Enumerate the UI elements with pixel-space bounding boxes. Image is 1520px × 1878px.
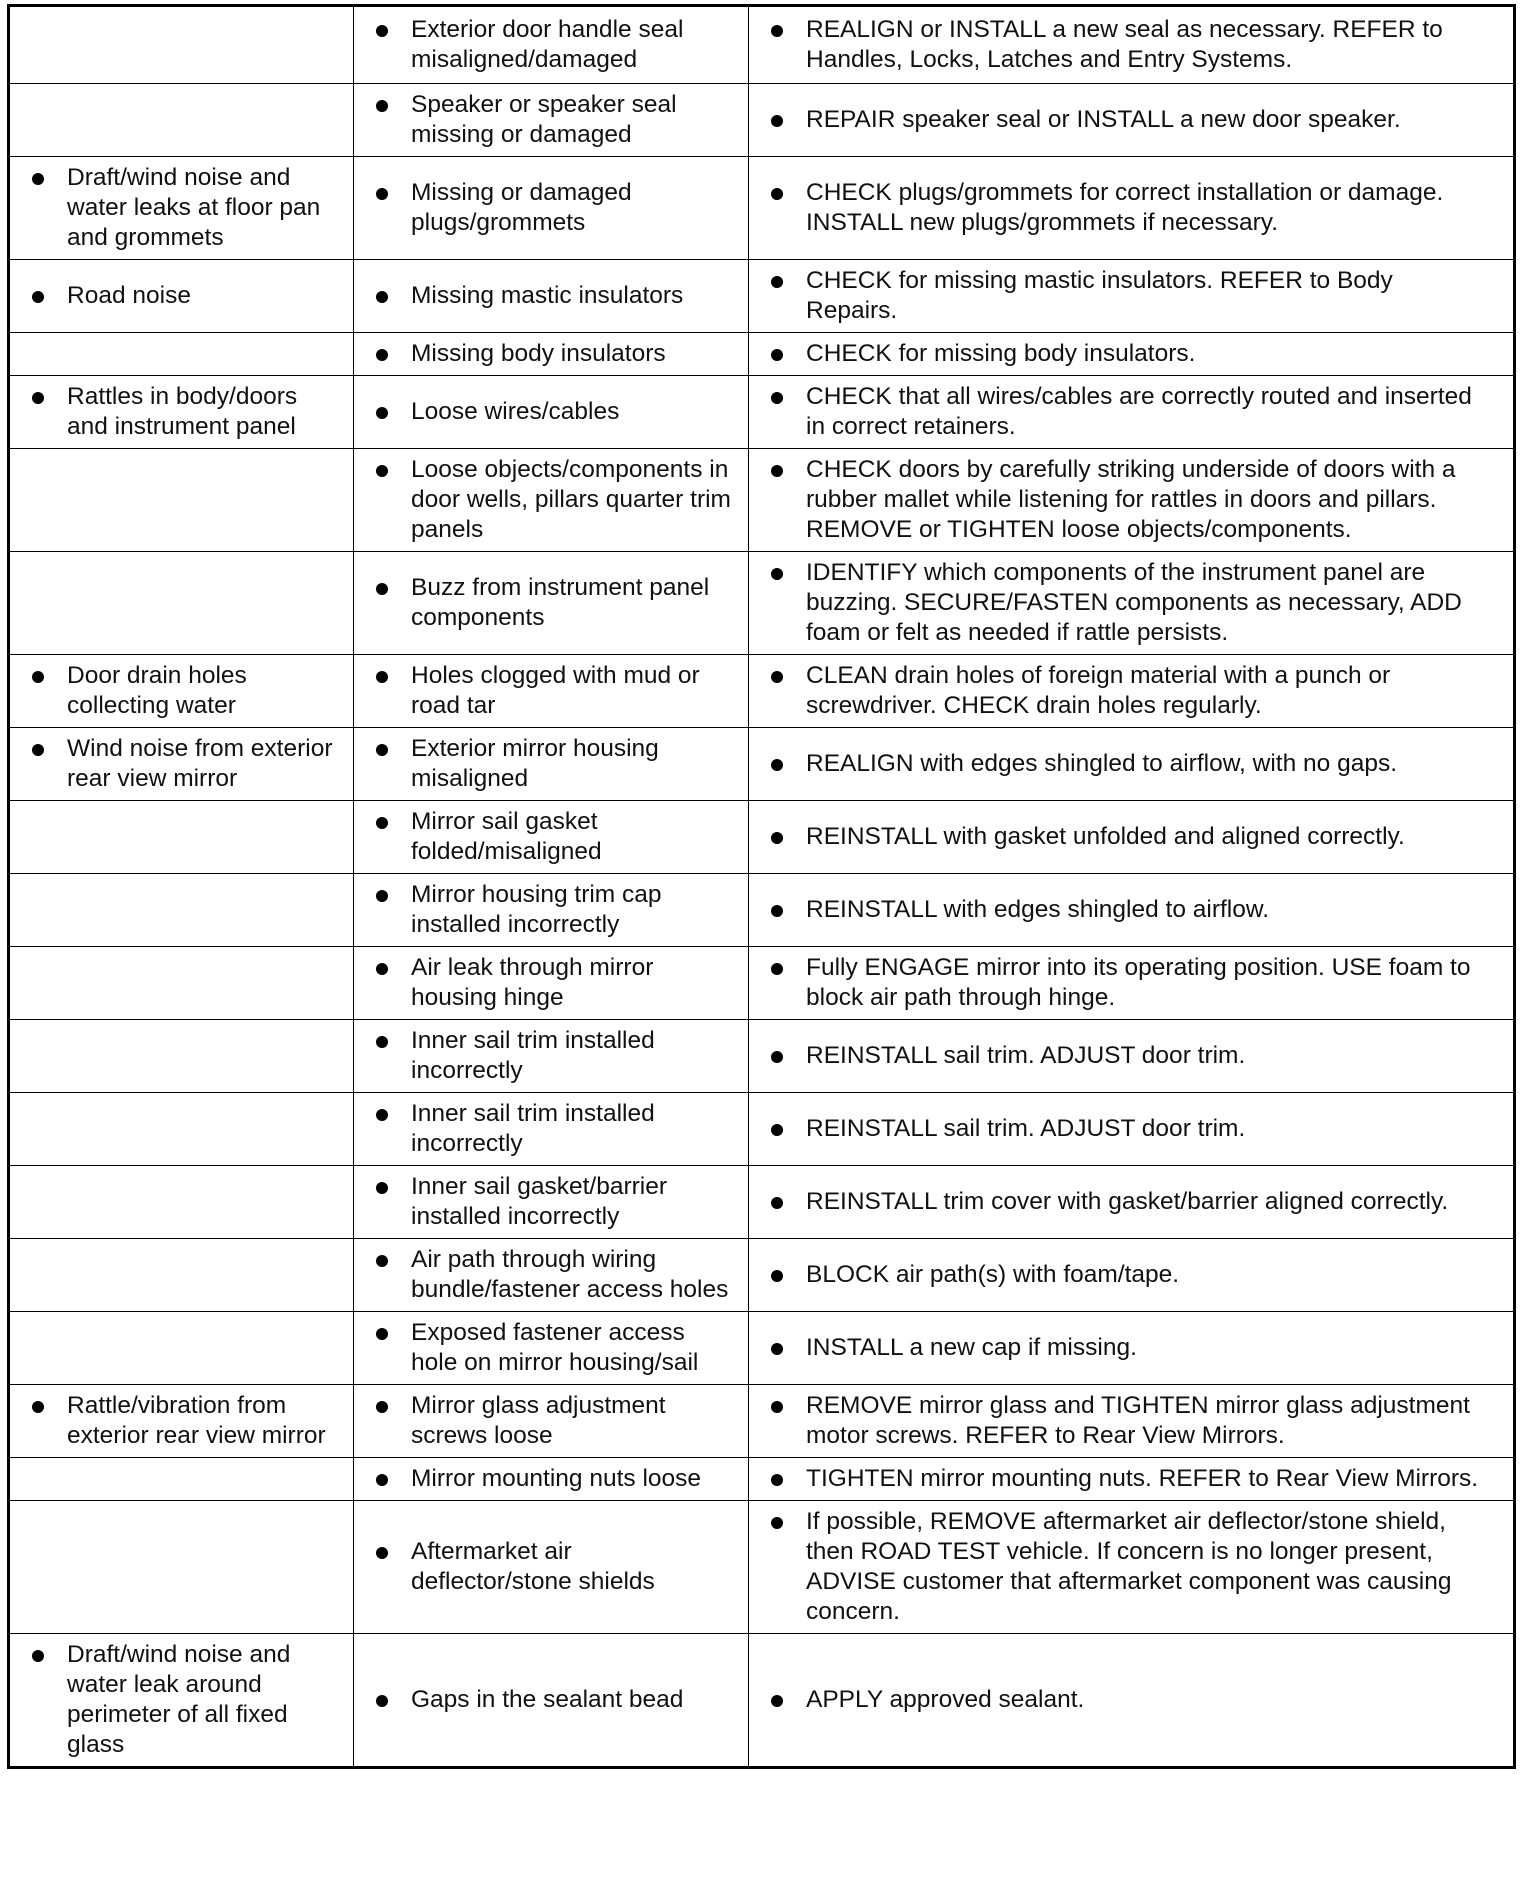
- symptom-cell: [9, 1239, 354, 1312]
- action-item: [749, 895, 1505, 925]
- symptom-cell: [9, 552, 354, 655]
- cause-text: Mirror housing trim cap installed incorrectly: [411, 881, 662, 938]
- symptom-cell: [9, 333, 354, 376]
- action-item: [749, 1507, 1505, 1627]
- table-row: [9, 1385, 1515, 1458]
- cause-cell: [354, 1385, 749, 1458]
- table-row: [9, 874, 1515, 947]
- symptom-cell: [9, 376, 354, 449]
- action-cell: [749, 801, 1515, 874]
- cause-cell: [354, 801, 749, 874]
- cause-text: Mirror sail gasket folded/misaligned: [411, 808, 602, 865]
- table-row: [9, 157, 1515, 260]
- cause-text: Air path through wiring bundle/fastener access holes: [411, 1246, 729, 1303]
- action-text: REPAIR speaker seal or INSTALL a new door speaker.: [806, 106, 1401, 133]
- action-text: REALIGN with edges shingled to airflow, with no gaps.: [806, 750, 1398, 777]
- symptom-item: [10, 661, 345, 721]
- cause-item: [354, 661, 740, 721]
- action-cell: [749, 1458, 1515, 1501]
- action-text: APPLY approved sealant.: [806, 1686, 1085, 1713]
- cause-text: Buzz from instrument panel components: [411, 574, 710, 631]
- action-item: [749, 382, 1505, 442]
- cause-item: [354, 90, 740, 150]
- cause-item: [354, 1245, 740, 1305]
- cause-text: Exposed fastener access hole on mirror housing/sail: [411, 1319, 699, 1376]
- symptom-cell: [9, 1312, 354, 1385]
- action-item: [749, 105, 1505, 135]
- table-row: [9, 801, 1515, 874]
- cause-text: Gaps in the sealant bead: [411, 1686, 684, 1713]
- cause-cell: [354, 6, 749, 84]
- bullet-icon: [376, 1474, 388, 1486]
- symptom-cell: [9, 947, 354, 1020]
- table-row: [9, 6, 1515, 84]
- action-text: If possible, REMOVE aftermarket air deflector/stone shield, then ROAD TEST vehicle. If concern is no longer present, ADVISE customer that aftermarket component was causing concern.: [806, 1508, 1452, 1625]
- bullet-icon: [376, 100, 388, 112]
- cause-text: Inner sail gasket/barrier installed incorrectly: [411, 1173, 668, 1230]
- symptom-text: Draft/wind noise and water leak around perimeter of all fixed glass: [67, 1641, 291, 1758]
- cause-text: Inner sail trim installed incorrectly: [411, 1100, 655, 1157]
- bullet-icon: [771, 1270, 783, 1282]
- symptom-cell: [9, 84, 354, 157]
- cause-cell: [354, 1312, 749, 1385]
- action-text: Fully ENGAGE mirror into its operating position. USE foam to block air path through hinge.: [806, 954, 1471, 1011]
- symptom-cell: [9, 1385, 354, 1458]
- cause-cell: [354, 84, 749, 157]
- table-row: [9, 552, 1515, 655]
- action-item: [749, 1391, 1505, 1451]
- symptom-cell: [9, 1166, 354, 1239]
- action-cell: [749, 1166, 1515, 1239]
- table-row: [9, 333, 1515, 376]
- symptom-cell: [9, 801, 354, 874]
- symptom-cell: [9, 260, 354, 333]
- symptom-cell: [9, 655, 354, 728]
- cause-item: [354, 1026, 740, 1086]
- cause-item: [354, 807, 740, 867]
- action-item: [749, 1685, 1505, 1715]
- cause-cell: [354, 1634, 749, 1768]
- action-text: CLEAN drain holes of foreign material with a punch or screwdriver. CHECK drain holes regularly.: [806, 662, 1391, 719]
- table-row: [9, 1501, 1515, 1634]
- cause-cell: [354, 1166, 749, 1239]
- bullet-icon: [376, 25, 388, 37]
- bullet-icon: [771, 115, 783, 127]
- cause-text: Loose wires/cables: [411, 398, 620, 425]
- bullet-icon: [376, 1255, 388, 1267]
- action-text: REMOVE mirror glass and TIGHTEN mirror glass adjustment motor screws. REFER to Rear View Mirrors.: [806, 1392, 1470, 1449]
- bullet-icon: [32, 744, 44, 756]
- bullet-icon: [376, 188, 388, 200]
- action-cell: [749, 655, 1515, 728]
- cause-item: [354, 1537, 740, 1597]
- symptom-cell: [9, 1501, 354, 1634]
- symptom-cell: [9, 1634, 354, 1768]
- bullet-icon: [376, 1182, 388, 1194]
- action-item: [749, 661, 1505, 721]
- table-row: [9, 1312, 1515, 1385]
- bullet-icon: [771, 832, 783, 844]
- bullet-icon: [32, 1650, 44, 1662]
- symptom-cell: [9, 1458, 354, 1501]
- cause-item: [354, 15, 740, 75]
- action-cell: [749, 260, 1515, 333]
- symptom-cell: [9, 157, 354, 260]
- cause-cell: [354, 728, 749, 801]
- action-item: [749, 455, 1505, 545]
- action-text: CHECK for missing mastic insulators. REFER to Body Repairs.: [806, 267, 1393, 324]
- action-item: [749, 558, 1505, 648]
- bullet-icon: [376, 671, 388, 683]
- cause-cell: [354, 333, 749, 376]
- cause-text: Missing mastic insulators: [411, 282, 684, 309]
- action-cell: [749, 1634, 1515, 1768]
- symptom-text: Rattle/vibration from exterior rear view mirror: [67, 1392, 326, 1449]
- bullet-icon: [376, 1547, 388, 1559]
- bullet-icon: [376, 291, 388, 303]
- action-text: REINSTALL sail trim. ADJUST door trim.: [806, 1042, 1246, 1069]
- action-cell: [749, 84, 1515, 157]
- cause-text: Mirror glass adjustment screws loose: [411, 1392, 666, 1449]
- cause-item: [354, 1464, 740, 1494]
- action-cell: [749, 1385, 1515, 1458]
- bullet-icon: [771, 1197, 783, 1209]
- bullet-icon: [376, 744, 388, 756]
- bullet-icon: [771, 25, 783, 37]
- action-cell: [749, 449, 1515, 552]
- action-item: [749, 1260, 1505, 1290]
- table-body: [9, 6, 1515, 1768]
- action-text: BLOCK air path(s) with foam/tape.: [806, 1261, 1180, 1288]
- action-text: REINSTALL sail trim. ADJUST door trim.: [806, 1115, 1246, 1142]
- action-cell: [749, 1312, 1515, 1385]
- action-item: [749, 339, 1505, 369]
- table-row: [9, 260, 1515, 333]
- symptom-item: [10, 382, 345, 442]
- bullet-icon: [771, 1051, 783, 1063]
- cause-text: Loose objects/components in door wells, pillars quarter trim panels: [411, 456, 731, 543]
- action-cell: [749, 1239, 1515, 1312]
- table-row: [9, 1239, 1515, 1312]
- bullet-icon: [32, 173, 44, 185]
- action-cell: [749, 157, 1515, 260]
- cause-item: [354, 281, 740, 311]
- cause-item: [354, 1685, 740, 1715]
- bullet-icon: [771, 1124, 783, 1136]
- cause-text: Missing body insulators: [411, 340, 666, 367]
- cause-text: Mirror mounting nuts loose: [411, 1465, 702, 1492]
- table-row: [9, 947, 1515, 1020]
- action-item: [749, 178, 1505, 238]
- table-row: [9, 728, 1515, 801]
- table-row: [9, 1093, 1515, 1166]
- bullet-icon: [771, 276, 783, 288]
- cause-text: Air leak through mirror housing hinge: [411, 954, 654, 1011]
- cause-cell: [354, 1501, 749, 1634]
- symptom-text: Road noise: [67, 282, 191, 309]
- cause-cell: [354, 1239, 749, 1312]
- symptom-cell: [9, 1020, 354, 1093]
- cause-item: [354, 953, 740, 1013]
- bullet-icon: [376, 465, 388, 477]
- symptom-text: Draft/wind noise and water leaks at floor pan and grommets: [67, 164, 321, 251]
- cause-cell: [354, 947, 749, 1020]
- action-item: [749, 1333, 1505, 1363]
- action-text: REALIGN or INSTALL a new seal as necessary. REFER to Handles, Locks, Latches and Entry Systems.: [806, 16, 1443, 73]
- bullet-icon: [376, 583, 388, 595]
- table-row: [9, 449, 1515, 552]
- table-row: [9, 1634, 1515, 1768]
- cause-item: [354, 178, 740, 238]
- cause-item: [354, 339, 740, 369]
- bullet-icon: [32, 1401, 44, 1413]
- cause-cell: [354, 1458, 749, 1501]
- table-row: [9, 84, 1515, 157]
- action-text: REINSTALL with gasket unfolded and aligned correctly.: [806, 823, 1405, 850]
- bullet-icon: [771, 188, 783, 200]
- bullet-icon: [376, 890, 388, 902]
- cause-text: Speaker or speaker seal missing or damaged: [411, 91, 677, 148]
- bullet-icon: [771, 905, 783, 917]
- symptom-cell: [9, 1093, 354, 1166]
- action-text: TIGHTEN mirror mounting nuts. REFER to Rear View Mirrors.: [806, 1465, 1479, 1492]
- symptom-item: [10, 1391, 345, 1451]
- bullet-icon: [32, 671, 44, 683]
- action-cell: [749, 728, 1515, 801]
- bullet-icon: [771, 1343, 783, 1355]
- symptom-text: Wind noise from exterior rear view mirror: [67, 735, 333, 792]
- action-cell: [749, 376, 1515, 449]
- action-text: CHECK plugs/grommets for correct installation or damage. INSTALL new plugs/grommets if necessary.: [806, 179, 1444, 236]
- bullet-icon: [376, 963, 388, 975]
- action-item: [749, 1187, 1505, 1217]
- cause-text: Missing or damaged plugs/grommets: [411, 179, 632, 236]
- symptom-item: [10, 734, 345, 794]
- cause-item: [354, 573, 740, 633]
- cause-cell: [354, 552, 749, 655]
- action-item: [749, 749, 1505, 779]
- bullet-icon: [771, 671, 783, 683]
- action-cell: [749, 6, 1515, 84]
- symptom-cell: [9, 6, 354, 84]
- bullet-icon: [771, 1695, 783, 1707]
- table-row: [9, 655, 1515, 728]
- bullet-icon: [376, 407, 388, 419]
- cause-cell: [354, 655, 749, 728]
- bullet-icon: [771, 963, 783, 975]
- cause-cell: [354, 449, 749, 552]
- cause-item: [354, 1391, 740, 1451]
- symptom-cell: [9, 449, 354, 552]
- bullet-icon: [771, 1517, 783, 1529]
- bullet-icon: [376, 1109, 388, 1121]
- action-text: CHECK that all wires/cables are correctly routed and inserted in correct retainers.: [806, 383, 1472, 440]
- cause-cell: [354, 157, 749, 260]
- symptom-cell: [9, 874, 354, 947]
- cause-text: Aftermarket air deflector/stone shields: [411, 1538, 655, 1595]
- bullet-icon: [32, 291, 44, 303]
- bullet-icon: [771, 568, 783, 580]
- action-item: [749, 266, 1505, 326]
- cause-item: [354, 734, 740, 794]
- cause-cell: [354, 1020, 749, 1093]
- cause-item: [354, 1318, 740, 1378]
- action-item: [749, 822, 1505, 852]
- action-cell: [749, 1020, 1515, 1093]
- cause-item: [354, 397, 740, 427]
- table-row: [9, 376, 1515, 449]
- cause-item: [354, 1099, 740, 1159]
- symptom-text: Door drain holes collecting water: [67, 662, 247, 719]
- bullet-icon: [376, 1036, 388, 1048]
- action-item: [749, 953, 1505, 1013]
- table-row: [9, 1020, 1515, 1093]
- action-cell: [749, 552, 1515, 655]
- cause-item: [354, 455, 740, 545]
- cause-cell: [354, 376, 749, 449]
- action-item: [749, 1464, 1505, 1494]
- action-cell: [749, 874, 1515, 947]
- action-item: [749, 15, 1505, 75]
- table-row: [9, 1166, 1515, 1239]
- symptom-item: [10, 1640, 345, 1760]
- symptom-text: Rattles in body/doors and instrument panel: [67, 383, 298, 440]
- bullet-icon: [771, 759, 783, 771]
- bullet-icon: [771, 465, 783, 477]
- bullet-icon: [376, 1695, 388, 1707]
- action-text: CHECK for missing body insulators.: [806, 340, 1196, 367]
- action-text: CHECK doors by carefully striking underside of doors with a rubber mallet while listening for rattles in doors and pillars. REMOVE or TIGHTEN loose objects/components.: [806, 456, 1456, 543]
- bullet-icon: [376, 349, 388, 361]
- bullet-icon: [771, 392, 783, 404]
- cause-text: Exterior mirror housing misaligned: [411, 735, 659, 792]
- action-item: [749, 1041, 1505, 1071]
- action-cell: [749, 947, 1515, 1020]
- bullet-icon: [771, 1401, 783, 1413]
- action-text: REINSTALL trim cover with gasket/barrier aligned correctly.: [806, 1188, 1449, 1215]
- bullet-icon: [376, 817, 388, 829]
- action-item: [749, 1114, 1505, 1144]
- bullet-icon: [376, 1401, 388, 1413]
- action-text: IDENTIFY which components of the instrument panel are buzzing. SECURE/FASTEN components as necessary, ADD foam or felt as needed if rattle persists.: [806, 559, 1462, 646]
- symptom-item: [10, 163, 345, 253]
- cause-text: Holes clogged with mud or road tar: [411, 662, 700, 719]
- bullet-icon: [771, 349, 783, 361]
- action-text: REINSTALL with edges shingled to airflow.: [806, 896, 1270, 923]
- action-cell: [749, 1093, 1515, 1166]
- symptom-cell: [9, 728, 354, 801]
- cause-text: Exterior door handle seal misaligned/damaged: [411, 16, 684, 73]
- cause-text: Inner sail trim installed incorrectly: [411, 1027, 655, 1084]
- action-cell: [749, 1501, 1515, 1634]
- cause-cell: [354, 260, 749, 333]
- action-cell: [749, 333, 1515, 376]
- cause-cell: [354, 1093, 749, 1166]
- bullet-icon: [771, 1474, 783, 1486]
- bullet-icon: [32, 392, 44, 404]
- bullet-icon: [376, 1328, 388, 1340]
- cause-item: [354, 1172, 740, 1232]
- table-row: [9, 1458, 1515, 1501]
- cause-cell: [354, 874, 749, 947]
- action-text: INSTALL a new cap if missing.: [806, 1334, 1137, 1361]
- symptom-item: [10, 281, 345, 311]
- diagnosis-table: [7, 4, 1516, 1769]
- cause-item: [354, 880, 740, 940]
